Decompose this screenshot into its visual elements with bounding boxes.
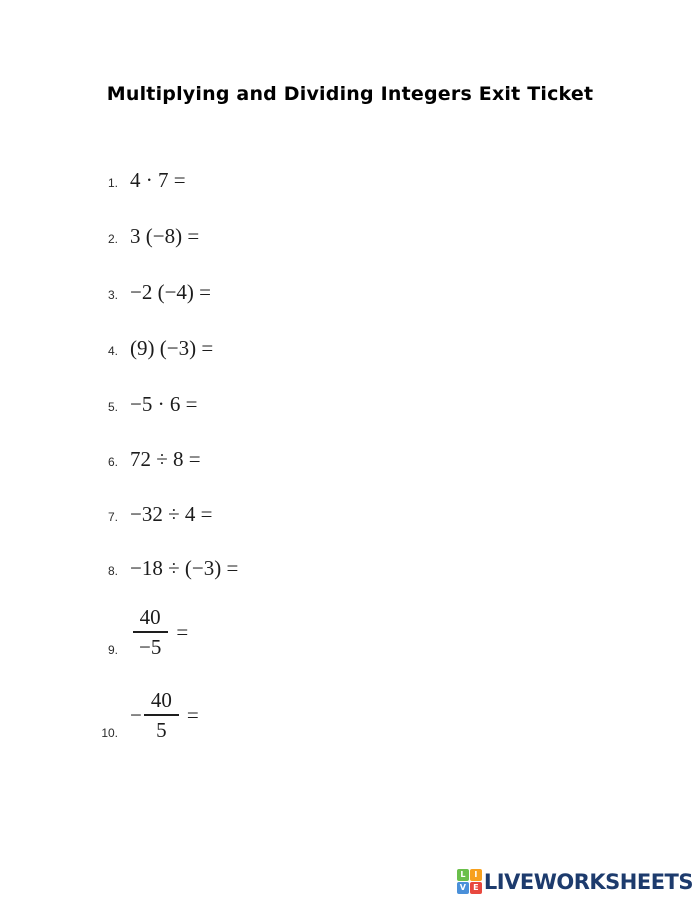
liveworksheets-brand (457, 869, 693, 894)
problem-row-2 (96, 224, 199, 249)
problem-row-4 (96, 336, 213, 361)
problem-number: 9. (107, 643, 118, 658)
problem-number: 8. (107, 564, 118, 578)
problem-expression: 3 (−8) = (130, 224, 200, 248)
problem-row-1 (96, 168, 186, 193)
problem-expression: −5 · 6 = (130, 392, 198, 416)
problem-number: 1. (107, 176, 118, 190)
logo-cell-v: V (457, 882, 469, 894)
fraction-numerator: 40 (133, 606, 168, 633)
logo-cell-e: E (470, 882, 482, 894)
equals-sign: = (176, 619, 189, 644)
fraction-denominator: 5 (156, 718, 167, 743)
fraction-denominator: −5 (139, 635, 162, 660)
liveworksheets-logo-icon (457, 869, 482, 894)
problem-row-6 (96, 447, 201, 472)
problem-row-10 (96, 689, 199, 741)
problem-expression (130, 606, 188, 658)
logo-cell-i: I (470, 869, 482, 881)
problem-row-9 (96, 606, 188, 658)
problem-number: 3. (107, 288, 118, 302)
problem-expression: −18 ÷ (−3) = (130, 556, 239, 580)
problem-number: 5. (107, 400, 118, 414)
problem-number: 2. (107, 232, 118, 246)
problem-number: 4. (107, 344, 118, 358)
problem-row-5 (96, 392, 197, 417)
fraction (132, 606, 168, 658)
problem-expression (130, 689, 199, 741)
problem-row-3 (96, 280, 211, 305)
equals-sign: = (186, 702, 199, 727)
problem-number: 10. (101, 726, 118, 741)
problem-expression: −2 (−4) = (130, 280, 212, 304)
problem-number: 6. (107, 455, 118, 469)
brand-name: LIVEWORKSHEETS (483, 869, 693, 894)
problem-expression: 72 ÷ 8 = (130, 447, 201, 471)
problem-row-8 (96, 556, 238, 581)
fraction (144, 689, 179, 741)
problem-expression: 4 · 7 = (130, 168, 186, 192)
problem-row-7 (96, 502, 212, 527)
fraction-numerator: 40 (144, 689, 179, 716)
problem-expression: (9) (−3) = (130, 336, 214, 360)
problem-number: 7. (107, 510, 118, 524)
fraction-prefix: − (130, 702, 142, 727)
problem-expression: −32 ÷ 4 = (130, 502, 213, 526)
logo-cell-l: L (457, 869, 469, 881)
page-title: Multiplying and Dividing Integers Exit Ticket (106, 83, 594, 105)
